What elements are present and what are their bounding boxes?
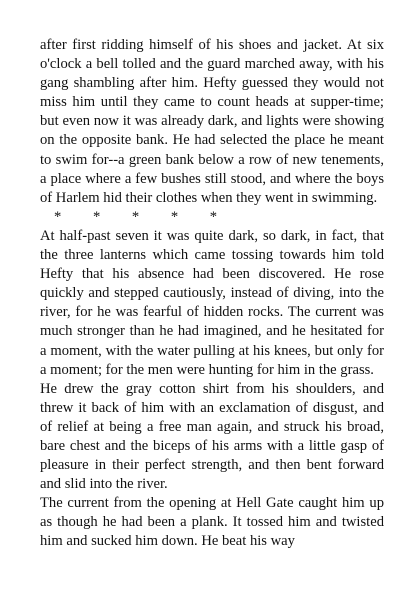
section-break: * * * * *	[54, 208, 218, 225]
paragraph-2: At half-past seven it was quite dark, so dark, in fact, that the three lanterns which came tossing towards him told Hefty that his absence had been discovered. He rose quickly and stepped cautiously, instead of diving, into the river, for he was fearful of hidden rocks. The current was much stronger than he had imagined, and he hesitated for a moment, with the water pulling at his knees, but only for a moment; for the men were hunting for him in the grass.	[40, 227, 384, 378]
document-page	[40, 36, 384, 552]
paragraph-3: He drew the gray cotton shirt from his shoulders, and threw it back of him with an exclamation of disgust, and of relief at being a free man again, and struck his broad, bare chest and the biceps of his arms with a little gasp of pleasure in their perfect strength, and then bent forward and slid into the river.	[40, 380, 384, 493]
paragraph-4: The current from the opening at Hell Gate caught him up as though he had been a plank. It tossed him and twisted him and sucked him down. He beat his way	[40, 495, 384, 550]
paragraph-1: after first ridding himself of his shoes and jacket. At six o'clock a bell tolled and the guard marched away, with his gang shambling after him. Hefty guessed they would not miss him until they came to count heads at supper-time; but even now it was already dark, and lights were showing on the opposite bank. He had selected the place he meant to swim for--a green bank below a row of new tenements, a place where a few bushes still stood, and where the boys of Harlem hid their clothes when they went in swimming.	[40, 37, 384, 206]
